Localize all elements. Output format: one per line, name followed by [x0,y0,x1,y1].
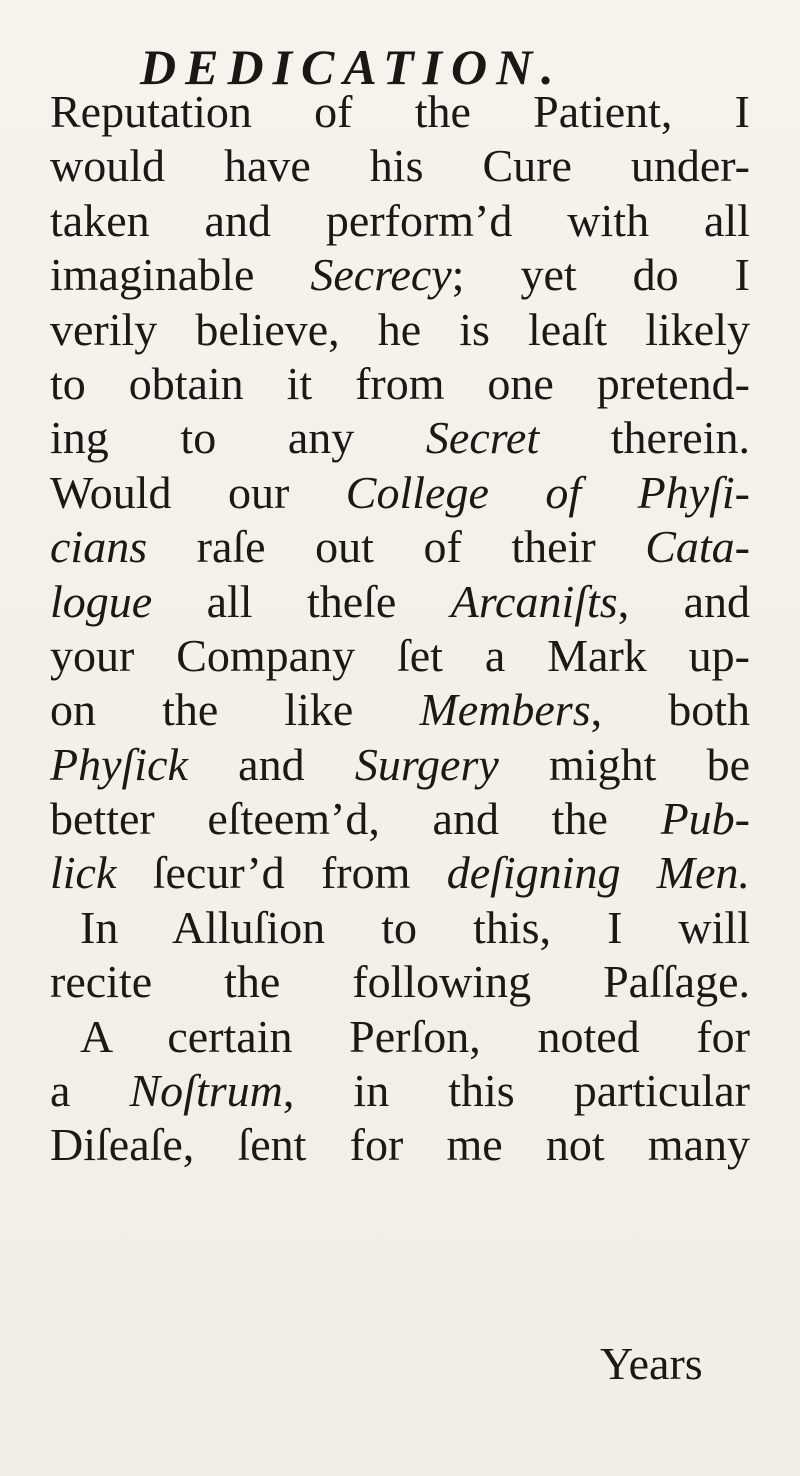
text-line [50,955,750,1009]
text-run: raſe out of their [147,521,646,573]
text-run: A certain Perſon, noted for [80,1010,750,1062]
text-run: , both [590,684,750,736]
text-run: would have his Cure under- [50,140,750,192]
italic-text: Surgery [354,738,499,790]
text-line [50,792,750,846]
running-head: DEDICATION. [140,39,563,95]
italic-text: Phyſick [50,738,188,790]
text-run: In Alluſion to this, I will [80,901,750,953]
text-run: , in this particular [282,1065,750,1117]
text-run: might be [498,738,750,790]
text-line [50,357,750,411]
text-line [50,738,750,792]
italic-text: Members [419,684,591,736]
text-run: your Company ſet a Mark up- [50,629,750,681]
italic-text: Arcaniſts [450,575,618,627]
text-run: Reputation of the Patient, I [50,86,750,137]
text-run: on the like [50,684,420,736]
text-line [50,901,750,955]
text-line [50,1010,750,1064]
text-run: ing to any [50,412,426,464]
italic-text: deſigning Men. [446,847,751,899]
text-line [50,1064,750,1118]
text-run: better eſteem’d, and the [50,793,661,845]
text-line [50,303,750,357]
text-run: imaginable [50,249,311,301]
text-line [50,139,750,193]
text-line [50,1118,750,1172]
italic-text: Pub- [660,793,750,845]
text-run: taken and perform’d with all [50,194,750,246]
text-run: to obtain it from one pretend- [50,357,750,409]
text-line [50,846,750,900]
text-run: Would our [50,466,346,518]
text-line [50,575,750,629]
text-run: and [187,738,355,790]
text-run: Diſeaſe, ſent for me not many [50,1119,750,1171]
text-run: verily believe, he is leaſt likely [50,303,750,355]
text-run: , and [617,575,751,627]
text-run: therein. [539,412,750,464]
italic-text: Secret [425,412,540,464]
italic-text: logue [50,575,153,627]
italic-text: cians [50,521,148,573]
text-run: ; yet do I [451,249,751,301]
body-text [50,85,750,1173]
text-run: all theſe [152,575,451,627]
text-run: ſecur’d from [116,847,447,899]
text-run: a [50,1065,130,1117]
text-line [50,520,750,574]
text-line [50,466,750,520]
italic-text: College of Phyſi- [345,466,750,518]
text-line [50,85,750,139]
catchword: Years [600,1338,703,1389]
italic-text: Secrecy [310,249,452,301]
italic-text: Cata- [645,521,750,573]
italic-text: lick [50,847,117,899]
text-line [50,411,750,465]
text-line [50,248,750,302]
text-line [50,194,750,248]
italic-text: Noſtrum [129,1065,283,1117]
text-run: recite the following Paſſage. [50,956,750,1008]
text-line [50,629,750,683]
text-line [50,683,750,737]
